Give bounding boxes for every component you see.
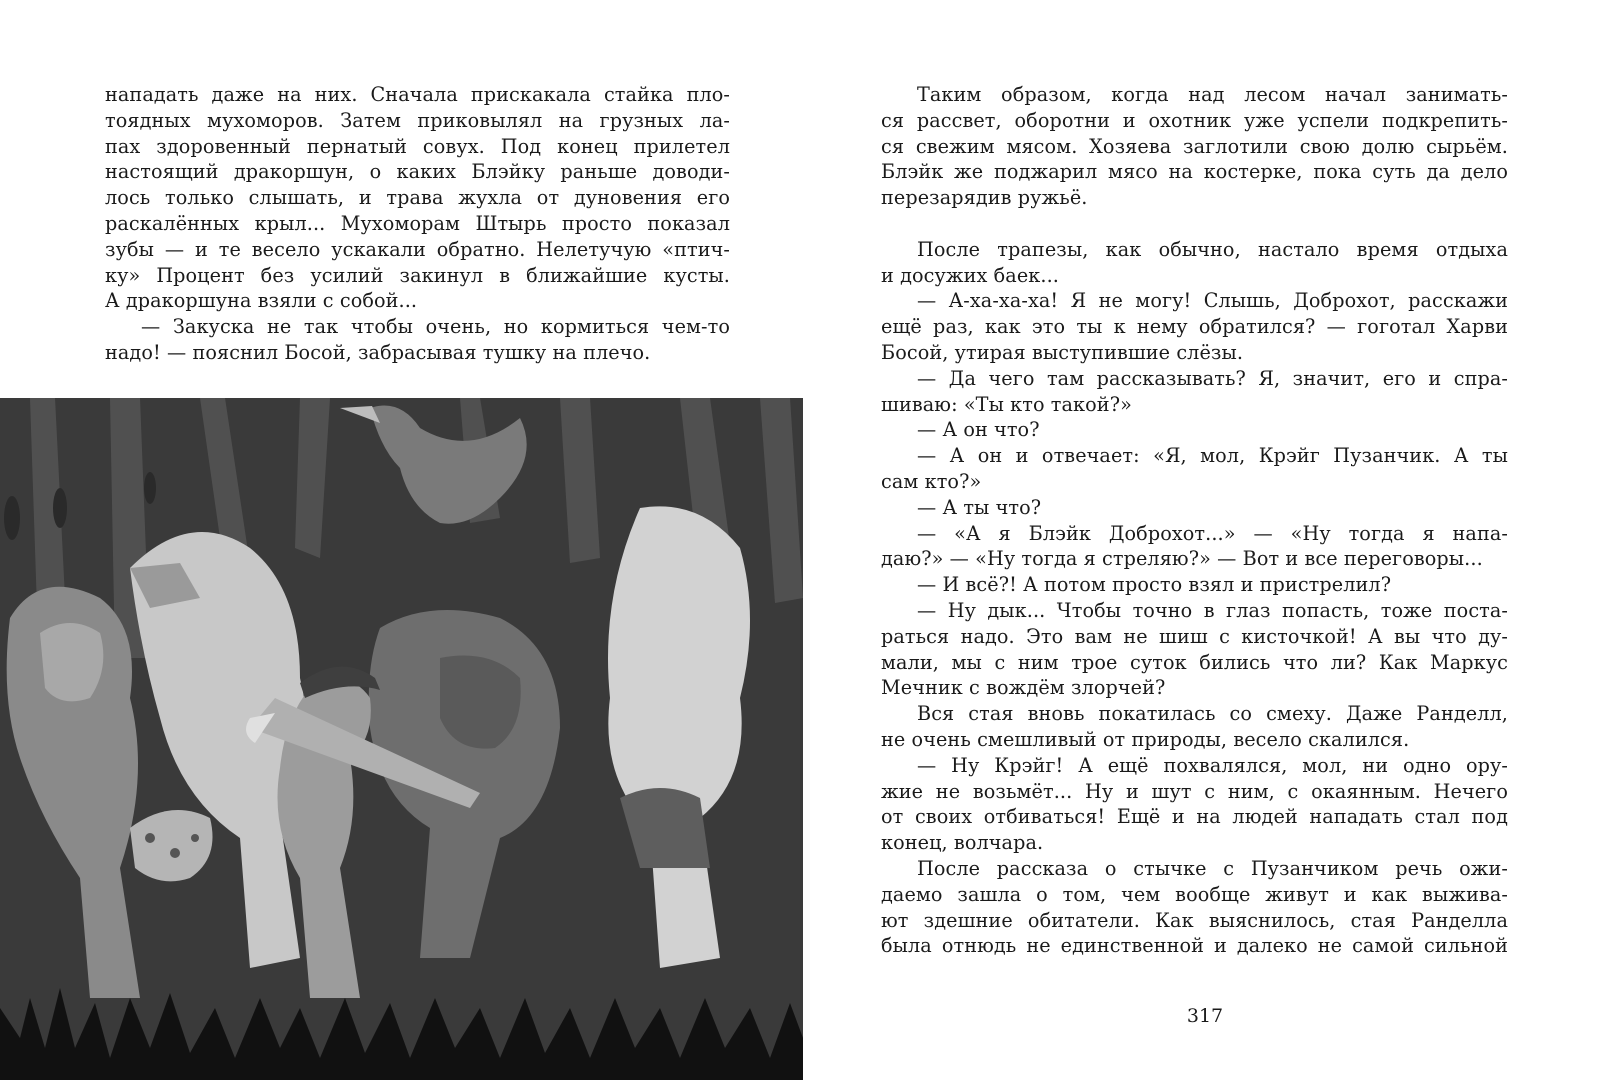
text-line: После трапезы, как обычно, настало время отдыха [917, 237, 1508, 261]
text-line: Таким образом, когда над лесом начал занимать- [917, 83, 1508, 106]
text-line: не очень смешливый от природы, весело скалился. [881, 727, 1410, 751]
text-line: надо! — пояснил Босой, забрасывая тушку на плечо. [105, 340, 651, 364]
text-line: тоядных мухоморов. Затем приковылял на грузных ла- [105, 108, 730, 132]
left-page-text [105, 82, 730, 366]
text-line: — А-ха-ха-ха! Я не могу! Слышь, Доброхот, расскажи [917, 289, 1508, 313]
right-page-text [881, 82, 1508, 959]
text-line: ся свежим мясом. Хозяева заглотили свою долю сырьём. [881, 134, 1508, 158]
text-line: раскалённых крыл... Мухоморам Штырь просто показал [105, 211, 730, 235]
text-line: конец, волчара. [881, 831, 1044, 855]
werewolves-illustration [0, 398, 803, 1080]
text-line: нападать даже на них. Сначала прискакала стайка пло- [105, 83, 730, 106]
text-line: раться надо. Это вам не шиш с кисточкой! А вы что ду- [881, 624, 1508, 648]
text-line: даемо зашла о том, чем вообще живут и как выжива- [881, 882, 1508, 906]
text-line: перезарядив ружьё. [881, 186, 1088, 210]
text-line: — Закуска не так чтобы очень, но кормиться чем-то [141, 315, 730, 339]
text-line: шиваю: «Ты кто такой?» [881, 392, 1132, 416]
text-line: ещё раз, как это ты к нему обратился? — гоготал Харви [881, 315, 1508, 339]
text-line: настоящий дракоршун, о каких Блэйку раньше доводи- [105, 160, 730, 184]
text-line: лось только слышать, и трава жухла от дуновения его [105, 186, 730, 210]
text-line: — Да чего там рассказывать? Я, значит, его и спра- [917, 366, 1508, 390]
text-line: зубы — и те весело ускакали обратно. Нелетучую «птич- [105, 237, 730, 261]
text-line: ся рассвет, оборотни и охотник уже успели подкрепить- [881, 108, 1508, 132]
text-line: сам кто?» [881, 469, 982, 493]
text-line: — А он что? [917, 418, 1040, 442]
left-page [0, 0, 803, 1080]
text-line: Босой, утирая выступившие слёзы. [881, 340, 1244, 364]
text-line: А дракоршуна взяли с собой... [105, 289, 418, 313]
text-line: Вся стая вновь покатилась со смеху. Даже Ранделл, [917, 702, 1508, 726]
text-line: — А ты что? [917, 495, 1042, 519]
text-line: даю?» — «Ну тогда я стреляю?» — Вот и все переговоры... [881, 547, 1483, 571]
text-line: мали, мы с ним трое суток бились что ли? Как Маркус [881, 650, 1508, 674]
paragraph-spacer [881, 211, 1508, 237]
text-line: — «А я Блэйк Доброхот...» — «Ну тогда я напа- [917, 521, 1508, 545]
text-line: Мечник с вождём злорчей? [881, 676, 1166, 700]
text-line: — И всё?! А потом просто взял и пристрелил? [917, 573, 1392, 597]
text-line: — Ну Крэйг! А ещё похвалялся, мол, ни одно ору- [917, 753, 1508, 777]
text-line: ют здешние обитатели. Как выяснилось, стая Ранделла [881, 908, 1508, 932]
text-line: — Ну дык... Чтобы точно в глаз попасть, тоже поста- [917, 598, 1508, 622]
text-line: пах здоровенный пернатый совух. Под конец прилетел [105, 134, 730, 158]
text-line: — А он и отвечает: «Я, мол, Крэйг Пузанчик. А ты [917, 444, 1508, 468]
page-number: 317 [1186, 1005, 1224, 1027]
text-line: и досужих баек... [881, 263, 1059, 287]
text-line: жие не возьмёт... Ну и шут с ним, с окаянным. Нечего [881, 779, 1508, 803]
text-line: была отнюдь не единственной и далеко не самой сильной [881, 934, 1508, 958]
text-line: ку» Процент без усилий закинул в ближайшие кусты. [105, 263, 730, 287]
right-page [803, 0, 1607, 1080]
text-line: от своих отбиваться! Ещё и на людей нападать стал под [881, 805, 1508, 829]
text-line: После рассказа о стычке с Пузанчиком речь ожи- [917, 856, 1508, 880]
text-line: Блэйк же поджарил мясо на костерке, пока суть да дело [881, 160, 1508, 184]
